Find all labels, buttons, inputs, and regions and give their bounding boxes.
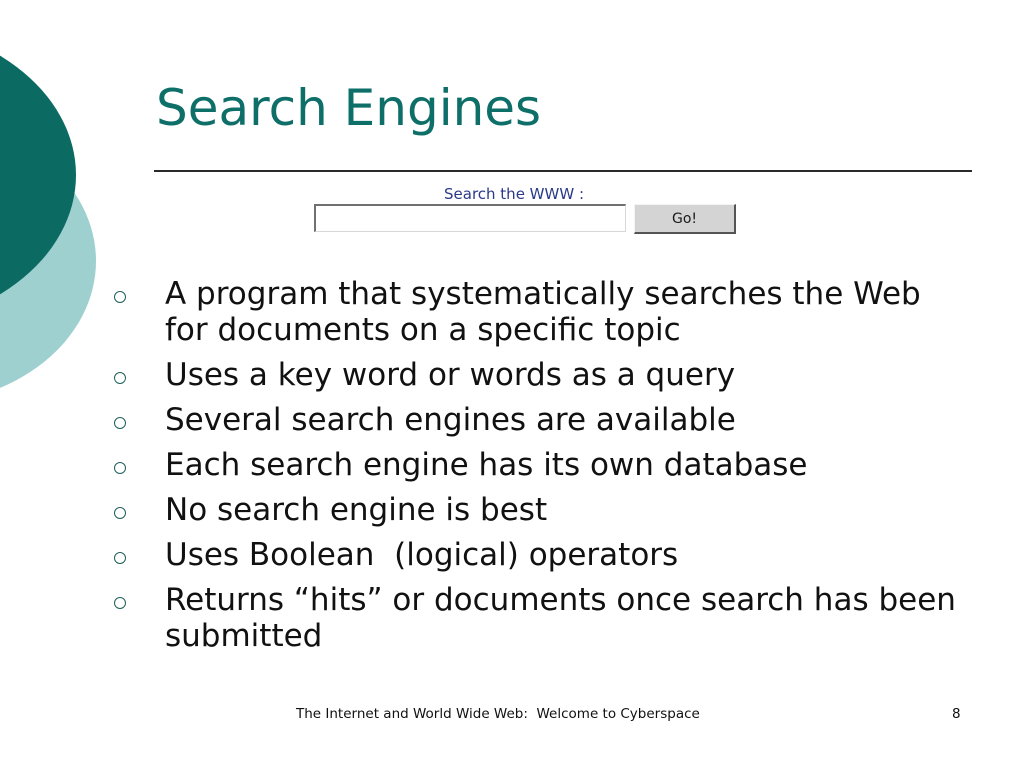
footer-text: The Internet and World Wide Web: Welcome to Cyberspace [296, 706, 700, 722]
hollow-circle-icon [114, 372, 126, 384]
list-item [108, 447, 968, 483]
slide-title: Search Engines [156, 79, 542, 137]
hollow-circle-icon [114, 507, 126, 519]
bullet-text: Uses a key word or words as a query [165, 357, 736, 393]
bullet-text: Several search engines are available [165, 402, 736, 438]
hollow-circle-icon [114, 417, 126, 429]
hollow-circle-icon [114, 597, 126, 609]
bullet-text: Returns “hits” or documents once search has been submitted [165, 582, 956, 654]
search-input[interactable] [314, 204, 626, 232]
list-item [108, 276, 968, 348]
bullet-text: A program that systematically searches the Web for documents on a specific topic [165, 276, 921, 348]
search-widget [314, 184, 738, 236]
hollow-circle-icon [114, 462, 126, 474]
hollow-circle-icon [114, 291, 126, 303]
bullet-text: Each search engine has its own database [165, 447, 808, 483]
list-item [108, 357, 968, 393]
search-label: Search the WWW : [444, 185, 585, 203]
bullet-text: No search engine is best [165, 492, 548, 528]
list-item [108, 492, 968, 528]
title-divider [154, 170, 972, 172]
hollow-circle-icon [114, 552, 126, 564]
list-item [108, 402, 968, 438]
bullet-text: Uses Boolean (logical) operators [165, 537, 679, 573]
list-item [108, 582, 968, 654]
list-item [108, 537, 968, 573]
bullet-list [108, 276, 968, 663]
page-number: 8 [952, 706, 961, 722]
go-button[interactable]: Go! [634, 204, 736, 234]
